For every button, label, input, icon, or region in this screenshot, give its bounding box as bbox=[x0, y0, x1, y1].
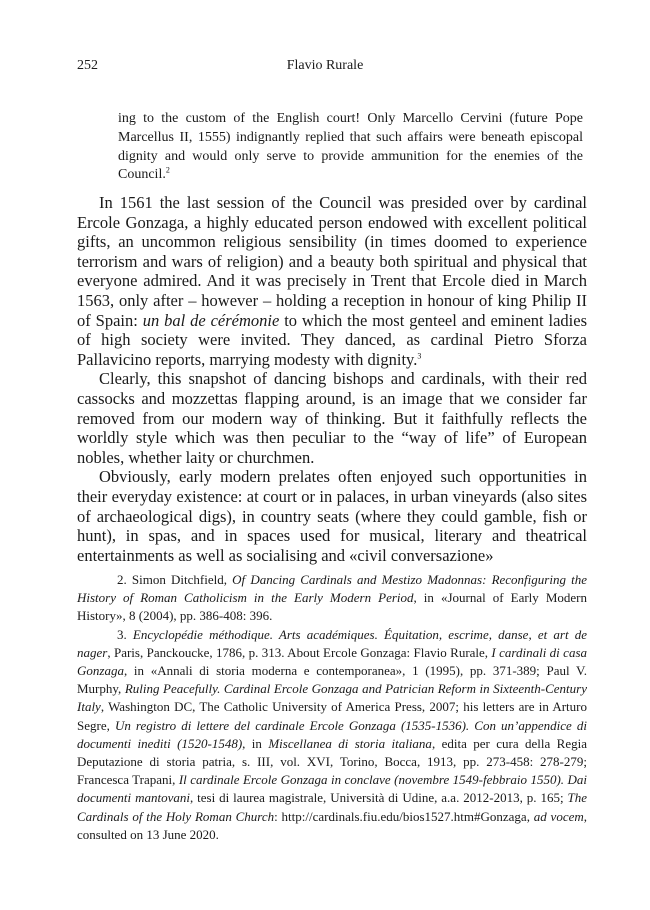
fn3-title: Miscellanea di storia italiana bbox=[268, 735, 432, 751]
fn3-text: , edita per cura della Regia Deputazione di storia patria, s. III, vol. XVI, Torino, Bocca, 1913, pp. 273-458: 278-279; Francesca Trapani, bbox=[77, 735, 587, 788]
paragraph-1-italic: un bal de cérémonie bbox=[142, 310, 280, 330]
fn3-text: , in bbox=[242, 735, 269, 751]
page-number: 252 bbox=[77, 58, 98, 73]
fn2-text: , in «Journal of Early Modern History», 8 (2004), pp. 386-408: 396. bbox=[77, 590, 587, 624]
paragraph-2: Clearly, this snapshot of dancing bishops and cardinals, with their red cassocks and mozzettas flapping around, is an image that we consider far removed from our modern way of thinking. But it faithfully reflects the worldly style which was then peculiar to the “way of life” of European nobles, whether laity or churchmen. bbox=[77, 369, 587, 467]
footnote-2 bbox=[77, 571, 587, 626]
paragraph-1-text-end: to which the most genteel and eminent ladies of high society were invited. They danced, as cardinal Pietro Sforza Pallavicino reports, marrying modesty with dignity. bbox=[77, 310, 587, 369]
paragraph-1-text: In 1561 the last session of the Council was presided over by cardinal Ercole Gonzaga, a highly educated person endowed with excellent political gifts, an uncommon religious sensibility (in times doomed to experience terrorism and wars of religion) and a beauty both spiritual and physical that everyone admired. And it was precisely in Trent that Ercole died in March 1563, only after – however – holding a reception in honour of king Philip II of Spain: bbox=[77, 193, 587, 330]
footnote-ref-2[interactable]: 2 bbox=[165, 165, 170, 175]
fn3-title: I cardinali di casa Gonzaga bbox=[77, 644, 587, 679]
footnote-ref-3[interactable]: 3 bbox=[417, 351, 422, 361]
fn3-text: 3. bbox=[117, 626, 133, 642]
body-text bbox=[77, 193, 587, 565]
fn2-text: 2. Simon Ditchfield, bbox=[117, 572, 233, 587]
fn3-text: , in «Annali di storia moderna e contemporanea», 1 (1995), pp. 371-389; Paul V. Murphy, bbox=[77, 663, 587, 697]
fn3-text: , tesi di laurea magistrale, Università di Udine, a.a. 2012-2013, p. 165; bbox=[189, 790, 568, 806]
footnote-3 bbox=[77, 626, 587, 844]
footnotes bbox=[77, 571, 587, 844]
quote-text: ing to the custom of the English court! Only Marcello Cervini (future Pope Marcellus II, 1555) indignantly replied that such affairs were beneath episcopal dignity and would only serve to provide ammunition for the enemies of the Council. bbox=[118, 111, 583, 183]
fn3-title: ad vocem bbox=[533, 808, 584, 824]
fn3-title: Un registro di lettere del cardinale Ercole Gonzaga (1535-1536). Con un’appendice di documenti inediti (1520-1548) bbox=[77, 717, 587, 751]
fn3-title: Ruling Peacefully. Cardinal Ercole Gonzaga and Patrician Reform in Sixteenth-Century Italy bbox=[77, 681, 587, 715]
paragraph-3: Obviously, early modern prelates often enjoyed such opportunities in their everyday existence: at court or in palaces, in urban vineyards (also sites of archaeological digs), in country seats (where they could gamble, fish or hunt), in spas, and in spaces used for musical, literary and theatrical entertainments as well as socialising and «civil conversazione» bbox=[77, 467, 587, 565]
fn3-text: , Paris, Panckoucke, 1786, p. 313. About Ercole Gonzaga: Flavio Rurale, bbox=[107, 644, 492, 660]
fn3-title: The Cardinals of the Holy Roman Church bbox=[77, 790, 587, 824]
fn2-title: Of Dancing Cardinals and Mestizo Madonnas: Reconfiguring the History of Roman Catholicism in the Early Modern Period bbox=[77, 572, 587, 606]
running-head bbox=[0, 58, 650, 80]
fn3-title: Encyclopédie méthodique. Arts académiques. Équitation, escrime, danse, et art de nager bbox=[77, 626, 587, 660]
block-quote bbox=[118, 110, 583, 185]
running-head-author: Flavio Rurale bbox=[286, 58, 364, 73]
fn3-text: , consulted on 13 June 2020. bbox=[77, 808, 587, 842]
fn3-text: , Washington DC, The Catholic University of America Press, 2007; his letters are in Arturo Segre, bbox=[77, 699, 587, 733]
fn3-title: Il cardinale Ercole Gonzaga in conclave (novembre 1549-febbraio 1550). Dai documenti mantovani bbox=[77, 772, 587, 806]
fn3-url-text: : http://cardinals.fiu.edu/bios1527.htm#Gonzaga, bbox=[274, 808, 534, 824]
paragraph-1 bbox=[77, 193, 587, 369]
